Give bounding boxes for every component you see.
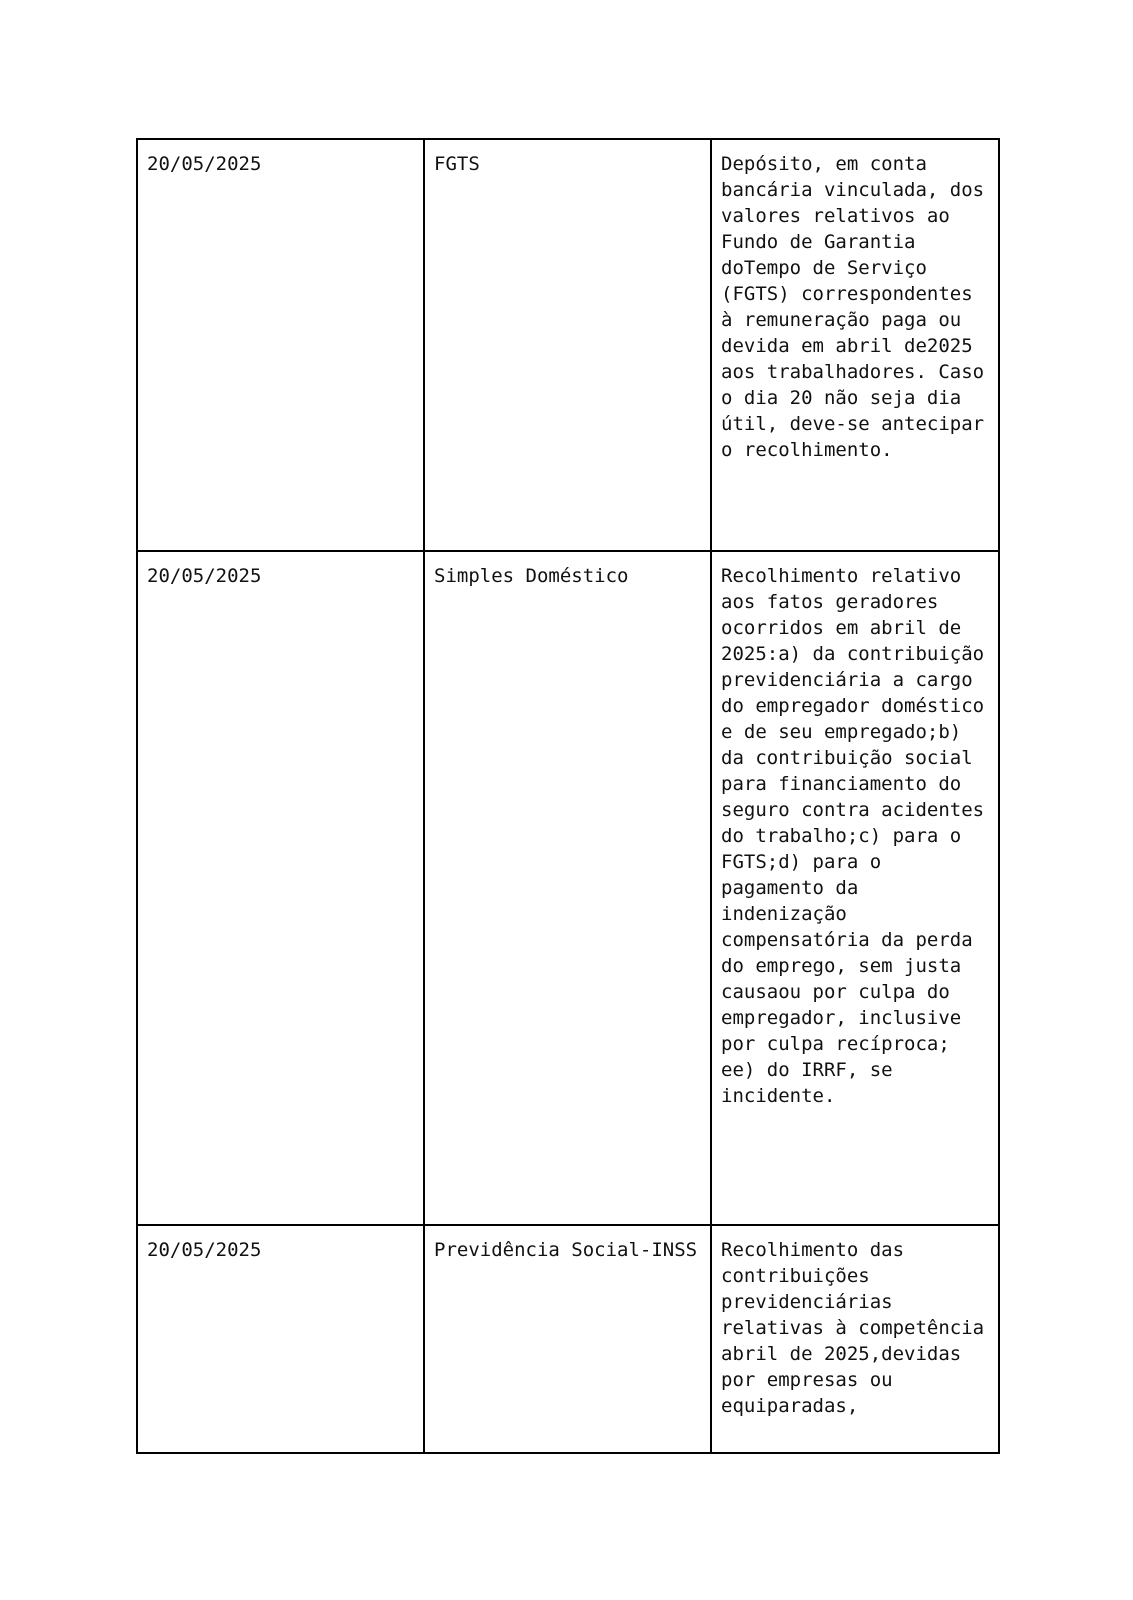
description-cell: Recolhimento das contribuições previdenciárias relativas à competência abril de 2025,devidas por empresas ou equiparadas, — [711, 1225, 999, 1453]
tax-calendar-table — [136, 138, 1000, 1454]
table-row — [137, 139, 999, 551]
due-date-cell: 20/05/2025 — [137, 551, 424, 1225]
tax-name-cell: Previdência Social-INSS — [424, 1225, 711, 1453]
description-cell: Recolhimento relativo aos fatos geradores ocorridos em abril de 2025:a) da contribuição previdenciária a cargo do empregador doméstico e de seu empregado;b) da contribuição social para financiamento do seguro contra acidentes do trabalho;c) para o FGTS;d) para o pagamento da indenização compensatória da perda do emprego, sem justa causaou por culpa do empregador, inclusive por culpa recíproca; ee) do IRRF, se incidente. — [711, 551, 999, 1225]
table-row — [137, 1225, 999, 1453]
due-date-cell: 20/05/2025 — [137, 139, 424, 551]
table-row — [137, 551, 999, 1225]
tax-name-cell: Simples Doméstico — [424, 551, 711, 1225]
tax-name-cell: FGTS — [424, 139, 711, 551]
description-cell: Depósito, em conta bancária vinculada, dos valores relativos ao Fundo de Garantia doTempo de Serviço (FGTS) correspondentes à remuneração paga ou devida em abril de2025 aos trabalhadores. Caso o dia 20 não seja dia útil, deve-se antecipar o recolhimento. — [711, 139, 999, 551]
due-date-cell: 20/05/2025 — [137, 1225, 424, 1453]
